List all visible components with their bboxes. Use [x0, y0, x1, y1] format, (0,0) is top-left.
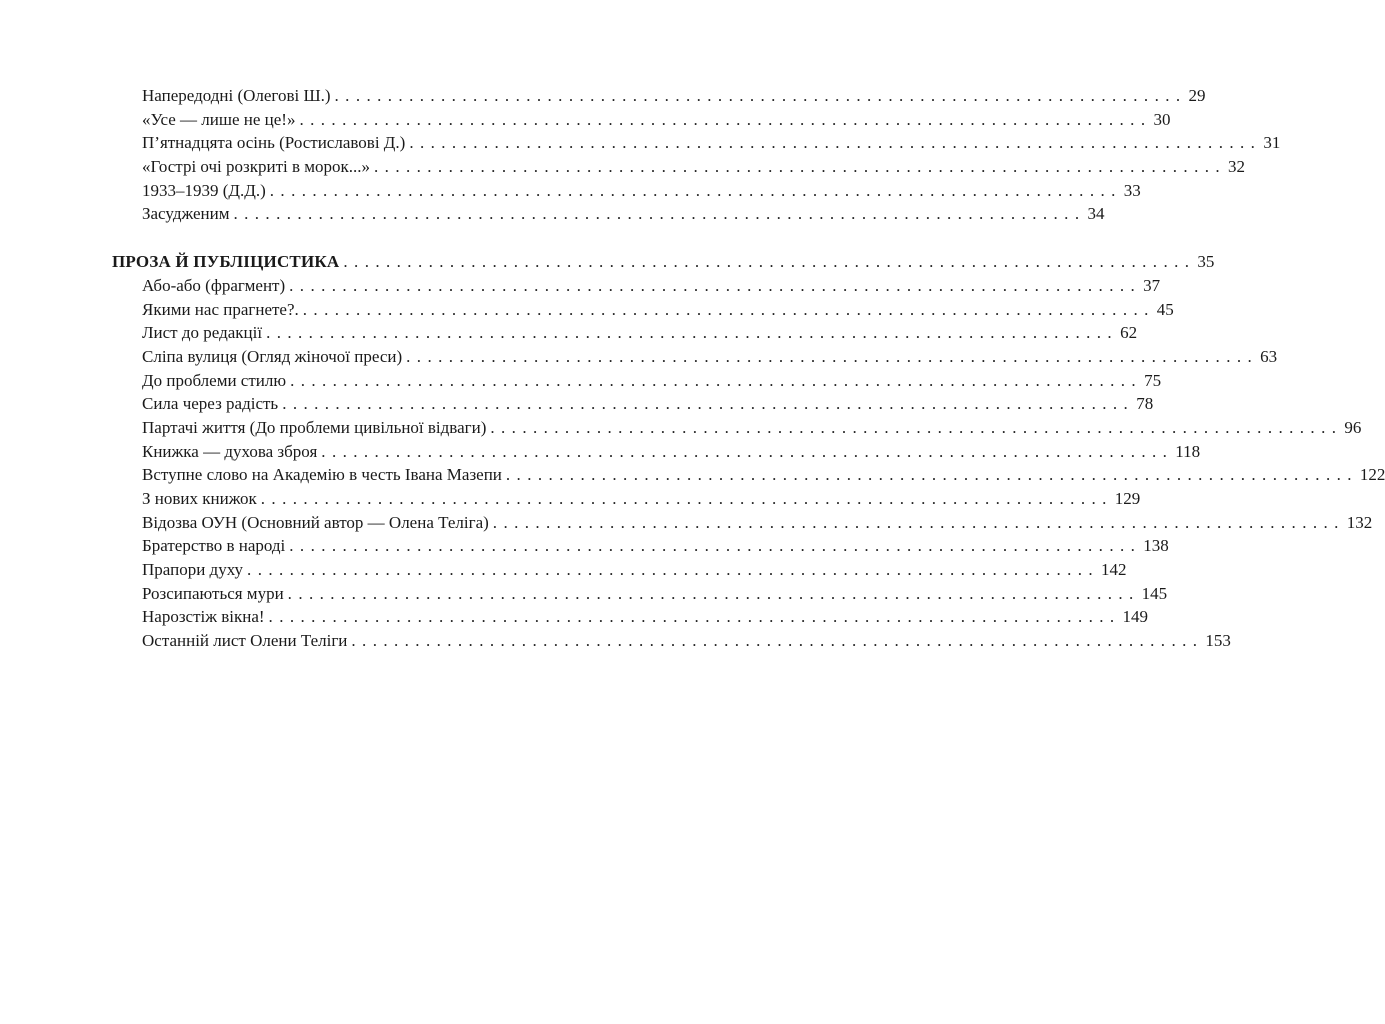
toc-entry[interactable] — [0, 108, 1171, 132]
toc-row — [142, 155, 1246, 179]
toc-entry-title: Партачі життя (До проблеми цивільної відваги) — [142, 417, 487, 437]
toc-group-prose — [0, 274, 1385, 653]
dot-leader: ................................................................................ — [268, 607, 1121, 627]
dot-leader: ................................................................................ — [299, 109, 1152, 129]
dot-leader: ................................................................................ — [269, 180, 1122, 200]
dot-leader: ................................................................................ — [233, 204, 1086, 224]
toc-entry[interactable] — [0, 534, 1169, 558]
toc-entry-page: 118 — [1175, 441, 1201, 461]
toc-entry[interactable] — [0, 298, 1174, 322]
toc-entry-page: 132 — [1346, 512, 1373, 532]
toc-section-heading[interactable] — [0, 250, 1215, 274]
toc-row — [142, 131, 1281, 155]
toc-section-title: ПРОЗА Й ПУБЛІЦИСТИКА — [112, 252, 340, 272]
dot-leader: ................................................................................ — [302, 299, 1155, 319]
toc-row — [142, 487, 1141, 511]
toc-row — [142, 108, 1171, 132]
toc-entry[interactable] — [0, 416, 1362, 440]
dot-leader: ................................................................................ — [290, 370, 1143, 390]
toc-entry-title: Сліпа вулиця (Огляд жіночої преси) — [142, 346, 403, 366]
toc-entry-title: Нарозстіж вікна! — [142, 607, 265, 627]
toc-entry-title: З нових книжок — [142, 489, 257, 508]
toc-entry-title: Лист до редакції — [142, 323, 263, 343]
toc-entry[interactable] — [0, 440, 1201, 464]
toc-entry[interactable] — [0, 558, 1127, 582]
toc-entry-title: Прапори духу — [142, 560, 244, 580]
toc-entry-title: Братерство в народі — [142, 536, 286, 556]
dot-leader: ................................................................................ — [321, 441, 1174, 461]
toc-entry[interactable] — [0, 582, 1168, 606]
toc-row — [142, 274, 1161, 298]
toc-entry-page: 29 — [1188, 86, 1206, 105]
toc-row — [142, 84, 1206, 108]
toc-entry-title: «Усе — лише не це!» — [142, 109, 296, 129]
dot-leader: ................................................................................ — [374, 157, 1227, 177]
toc-entry-title: П’ятнадцята осінь (Ростиславові Д.) — [142, 133, 406, 153]
toc-entry-title: Або-або (фрагмент) — [142, 275, 286, 295]
toc-entry-title: Відозва ОУН (Основний автор — Олена Теліга) — [142, 512, 489, 532]
toc-entry[interactable] — [0, 369, 1162, 393]
toc-entry-page: 31 — [1263, 133, 1281, 153]
toc-row — [142, 202, 1105, 226]
toc-entry-page: 142 — [1101, 560, 1127, 580]
dot-leader: ................................................................................ — [351, 631, 1204, 651]
toc-entry-page: 153 — [1205, 631, 1231, 651]
toc-entry-title: Книжка — духова зброя — [142, 441, 318, 461]
toc-entry-page: 45 — [1156, 299, 1174, 319]
toc-entry-page: 37 — [1143, 275, 1161, 295]
dot-leader: ................................................................................ — [289, 536, 1142, 556]
toc-group-poems — [0, 84, 1281, 226]
dot-leader: ................................................................................ — [406, 346, 1259, 366]
toc-entry-title: До проблеми стилю — [142, 370, 287, 390]
toc-entry-page: 33 — [1123, 180, 1141, 200]
toc-entry[interactable] — [0, 179, 1141, 203]
toc-row — [142, 463, 1385, 487]
dot-leader: ................................................................................ — [334, 86, 1187, 105]
dot-leader: ................................................................................ — [343, 252, 1196, 272]
toc-entry-page: 145 — [1141, 583, 1168, 603]
toc-entry-page: 75 — [1144, 370, 1162, 390]
dot-leader: ................................................................................ — [282, 394, 1135, 414]
toc-entry-page: 78 — [1136, 394, 1154, 414]
dot-leader: ................................................................................ — [266, 323, 1119, 343]
toc-row — [142, 392, 1154, 416]
dot-leader: ................................................................................ — [490, 417, 1343, 437]
toc-section-page: 35 — [1197, 252, 1215, 272]
toc-entry[interactable] — [0, 155, 1246, 179]
toc-row — [112, 250, 1215, 274]
toc-entry[interactable] — [0, 345, 1278, 369]
toc-entry-title: Сила через радість — [142, 394, 279, 414]
toc-entry-title: Засудженим — [142, 204, 230, 224]
toc-row — [142, 179, 1141, 203]
dot-leader: ................................................................................ — [289, 275, 1142, 295]
toc-entry[interactable] — [0, 392, 1154, 416]
toc-entry[interactable] — [0, 463, 1385, 487]
toc-row — [142, 511, 1373, 535]
toc-row — [142, 345, 1278, 369]
toc-entry-title: Якими нас прагнете?. — [142, 299, 299, 319]
toc-row — [142, 605, 1149, 629]
dot-leader: ................................................................................ — [287, 583, 1140, 603]
toc-entry-page: 122 — [1359, 465, 1385, 485]
toc-entry-title: 1933–1939 (Д.Д.) — [142, 180, 266, 200]
dot-leader: ................................................................................ — [247, 560, 1100, 580]
toc-entry-page: 30 — [1153, 109, 1171, 129]
toc-entry[interactable] — [0, 605, 1149, 629]
toc-entry-page: 62 — [1120, 323, 1138, 343]
dot-leader: ................................................................................ — [409, 133, 1262, 153]
toc-row — [142, 558, 1127, 582]
toc-entry-title: Останній лист Олени Теліги — [142, 631, 348, 651]
toc-row — [142, 629, 1231, 653]
toc-entry[interactable] — [0, 629, 1231, 653]
toc-entry-title: «Гострі очі розкриті в морок...» — [142, 157, 371, 177]
toc-row — [142, 582, 1168, 606]
toc-row — [142, 321, 1138, 345]
dot-leader: ................................................................................ — [492, 512, 1345, 532]
section-spacer — [0, 226, 658, 250]
dot-leader: ................................................................................ — [505, 465, 1358, 485]
toc-row — [142, 440, 1201, 464]
toc-entry-title: Розсипаються мури — [142, 583, 284, 603]
toc-entry-page: 138 — [1143, 536, 1169, 556]
table-of-contents — [0, 84, 1385, 653]
toc-entry[interactable] — [0, 321, 1138, 345]
toc-row — [142, 534, 1169, 558]
toc-row — [142, 298, 1174, 322]
toc-row — [142, 369, 1162, 393]
toc-entry-page: 32 — [1228, 157, 1246, 177]
toc-entry-page: 149 — [1122, 607, 1149, 627]
toc-entry-page: 63 — [1260, 346, 1278, 366]
toc-entry-page: 96 — [1344, 417, 1362, 437]
toc-row — [142, 416, 1362, 440]
toc-entry-title: Вступне слово на Академію в честь Івана Мазепи — [142, 465, 502, 485]
toc-entry[interactable] — [0, 84, 1206, 108]
toc-entry[interactable] — [0, 202, 1105, 226]
toc-entry[interactable] — [0, 131, 1281, 155]
toc-entry[interactable] — [0, 511, 1373, 535]
dot-leader: ................................................................................ — [260, 489, 1113, 508]
toc-entry-page: 129 — [1114, 489, 1141, 508]
toc-entry[interactable] — [0, 487, 1141, 511]
toc-entry-page: 34 — [1087, 204, 1105, 224]
toc-entry[interactable] — [0, 274, 1161, 298]
toc-entry-title: Напередодні (Олегові Ш.) — [142, 86, 331, 105]
